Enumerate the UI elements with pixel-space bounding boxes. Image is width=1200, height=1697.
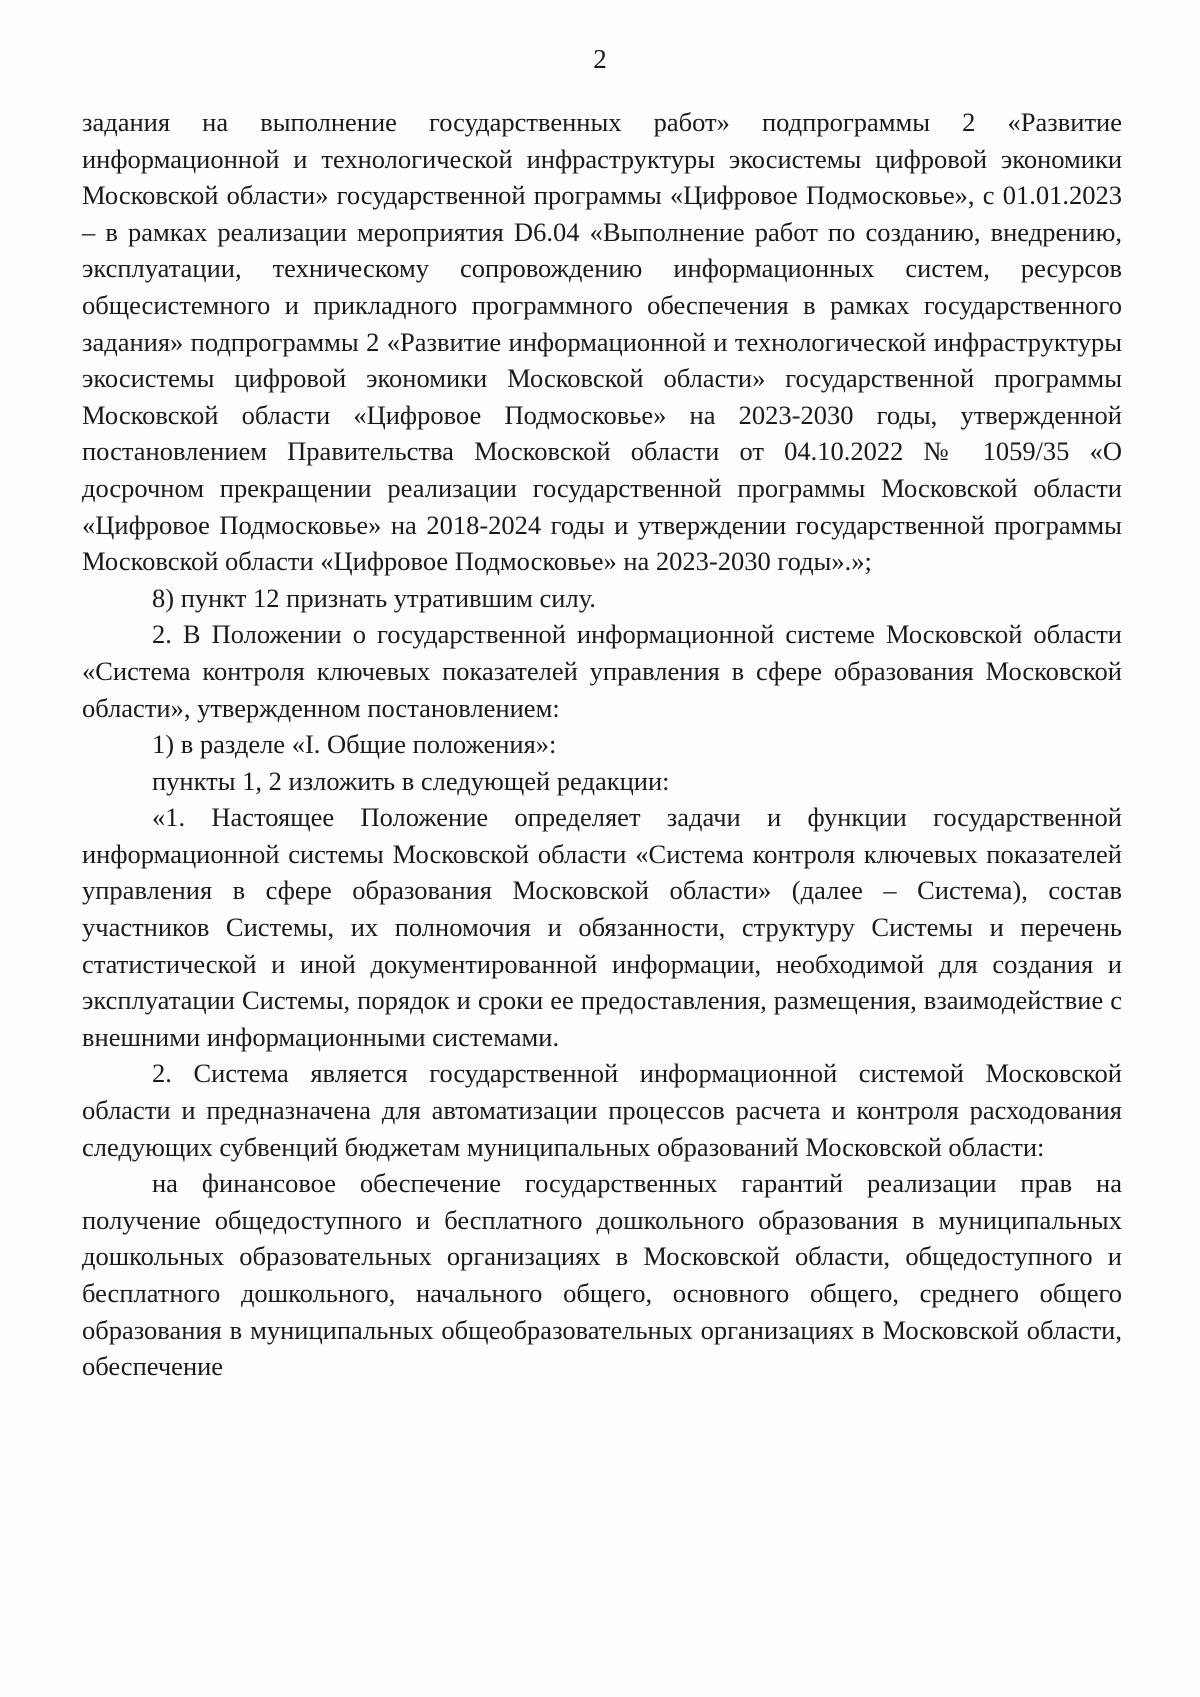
- paragraph-subvention: на финансовое обеспечение государственных гарантий реализации прав на получение общедоступного и бесплатного дошкольного образования в муниципальных дошкольных образовательных организациях в Московской области, общедоступного и бесплатного дошкольного, начального общего, основного общего, среднего общего образования в муниципальных общеобразовательных организациях в Московской области, обеспечение: [82, 1168, 1122, 1382]
- paragraph-item-8: 8) пункт 12 признать утратившим силу.: [152, 582, 596, 613]
- paragraph-point-1: «1. Настоящее Положение определяет задачи и функции государственной информационной системы Московской области «Система контроля ключевых показателей управления в сфере образования Московской области» (далее – Система), состав участников Системы, их полномочия и обязанности, структуру Системы и перечень статистической и иной документированной информации, необходимой для создания и эксплуатации Системы, порядок и сроки ее предоставления, размещения, взаимодействие с внешними информационными системами.: [82, 802, 1122, 1052]
- paragraph-subitem-1: 1) в разделе «I. Общие положения»:: [152, 729, 557, 760]
- paragraph-points-instruction: пункты 1, 2 изложить в следующей редакции:: [152, 765, 670, 796]
- paragraph-section-2: 2. В Положении о государственной информационной системе Московской области «Система контроля ключевых показателей управления в сфере образования Московской области», утвержденном постановлением:: [82, 619, 1122, 723]
- paragraph-point-2: 2. Система является государственной информационной системой Московской области и предназначена для автоматизации процессов расчета и контроля расходования следующих субвенций бюджетам муниципальных образований Московской области:: [82, 1058, 1122, 1162]
- paragraph-continuation: задания на выполнение государственных работ» подпрограммы 2 «Развитие информационной и технологической инфраструктуры экосистемы цифровой экономики Московской области» государственной программы «Цифровое Подмосковье», с 01.01.2023 – в рамках реализации мероприятия D6.04 «Выполнение работ по созданию, внедрению, эксплуатации, техническому сопровождению информационных систем, ресурсов общесистемного и прикладного программного обеспечения в рамках государственного задания» подпрограммы 2 «Развитие информационной и технологической инфраструктуры экосистемы цифровой экономики Московской области» государственной программы Московской области «Цифровое Подмосковье» на 2023-2030 годы, утвержденной постановлением Правительства Московской области от 04.10.2022 № 1059/35 «О досрочном прекращении реализации государственной программы Московской области «Цифровое Подмосковье» на 2018-2024 годы и утверждении государственной программы Московской области «Цифровое Подмосковье» на 2023-2030 годы».»;: [82, 107, 1122, 577]
- document-body: [82, 104, 1122, 1385]
- page-number: 2: [593, 44, 607, 74]
